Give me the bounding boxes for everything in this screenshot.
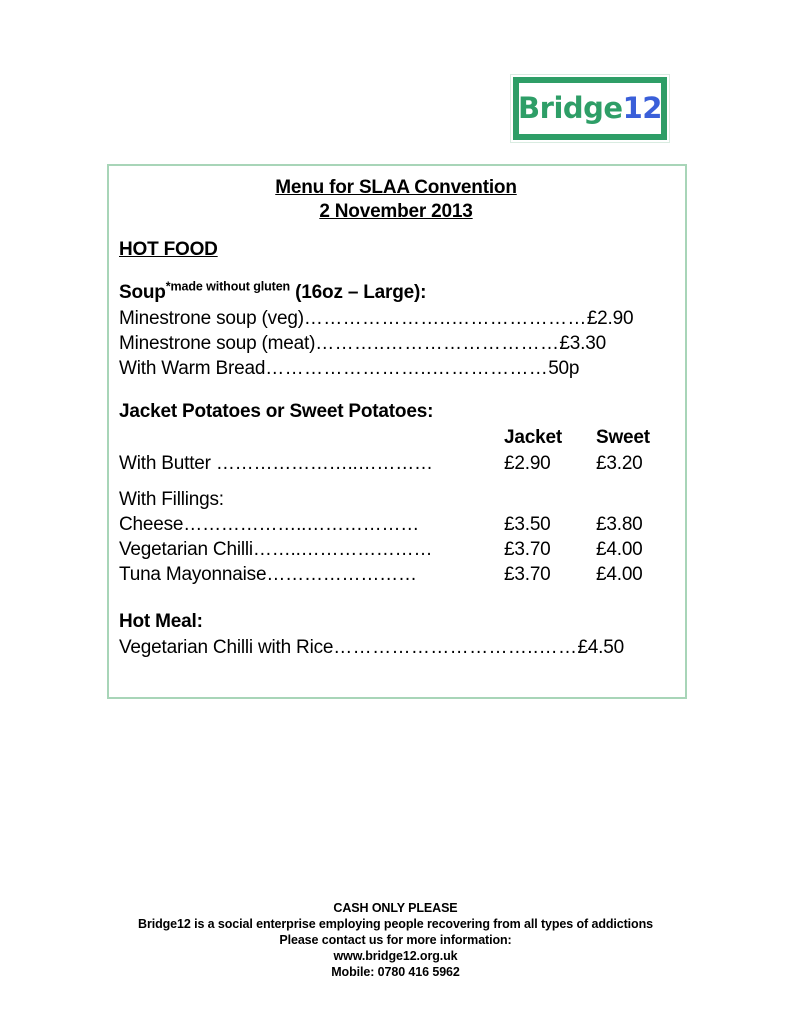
- menu-item-name-cell: [119, 512, 504, 537]
- footer-contact-prompt: Please contact us for more information:: [279, 933, 512, 947]
- dot-leader: ………………..………………: [183, 514, 420, 535]
- logo-border-frame: [513, 77, 667, 140]
- logo-12-text: 12: [622, 91, 662, 125]
- spacer: [119, 476, 673, 487]
- menu-item-name: Vegetarian Chilli: [119, 539, 253, 560]
- menu-item-name: With Warm Bread: [119, 358, 266, 379]
- col-header-sweet: Sweet: [596, 427, 650, 448]
- menu-title-line1: Menu for SLAA Convention: [275, 177, 517, 198]
- menu-item-name: Vegetarian Chilli with Rice: [119, 637, 334, 658]
- table-row: [119, 512, 673, 537]
- table-header-row: [119, 425, 673, 451]
- menu-item-price-jacket: £2.90: [504, 453, 551, 474]
- fillings-label: With Fillings:: [119, 489, 224, 510]
- dot-leader: ………..………………………: [315, 333, 560, 354]
- spacer: [119, 587, 673, 609]
- page-subtitle: [119, 200, 673, 224]
- page-footer: [0, 900, 791, 980]
- menu-item-price: £3.30: [559, 333, 606, 354]
- footer-cash-only: CASH ONLY PLEASE: [333, 901, 458, 915]
- menu-item-price-jacket: £3.50: [504, 514, 551, 535]
- menu-item-price-sweet: £3.80: [596, 514, 643, 535]
- page-title: [119, 176, 673, 200]
- hot-meal-heading: [119, 609, 673, 635]
- potatoes-heading-label: Jacket Potatoes or Sweet Potatoes:: [119, 401, 434, 422]
- menu-item-row: [119, 635, 673, 660]
- menu-item-name: With Butter: [119, 453, 216, 474]
- menu-item-name: Cheese: [119, 514, 184, 535]
- menu-item-row: [119, 331, 673, 356]
- potatoes-heading: [119, 399, 673, 425]
- menu-item-row: [119, 306, 673, 331]
- soup-heading-main: Soup: [119, 282, 166, 303]
- dot-leader: ……………………..………………: [265, 358, 549, 379]
- menu-content-box: [107, 164, 687, 699]
- menu-item-price-jacket: £3.70: [504, 564, 551, 585]
- menu-inner: [109, 166, 685, 660]
- footer-website[interactable]: www.bridge12.org.uk: [333, 949, 458, 963]
- menu-item-price: £4.50: [577, 637, 624, 658]
- menu-item-name: Tuna Mayonnaise: [119, 564, 267, 585]
- menu-item-row: [119, 356, 673, 381]
- col-header-item: [119, 425, 504, 451]
- soup-heading: [119, 280, 673, 306]
- fillings-price-table: [119, 512, 673, 587]
- logo-bridge-text: Bridge: [518, 91, 623, 125]
- menu-item-name: Minestrone soup (veg): [119, 308, 304, 329]
- hot-meal-heading-label: Hot Meal:: [119, 611, 203, 632]
- menu-item-name-cell: [119, 562, 504, 587]
- table-row: [119, 451, 673, 476]
- dot-leader: …………………………..……: [333, 637, 578, 658]
- table-row: [119, 537, 673, 562]
- dot-leader: …………………..…………: [215, 453, 433, 474]
- menu-item-price: £2.90: [586, 308, 634, 329]
- table-row: [119, 562, 673, 587]
- menu-item-price-sweet: £4.00: [596, 539, 643, 560]
- menu-title-line2: 2 November 2013: [319, 201, 473, 222]
- menu-item-name-cell: [119, 451, 504, 476]
- section-heading-hot-food: [119, 238, 673, 262]
- col-header-jacket: Jacket: [504, 427, 562, 448]
- menu-item-name-cell: [119, 537, 504, 562]
- section-heading-hot-food-label: HOT FOOD: [119, 239, 218, 260]
- menu-item-name: Minestrone soup (meat): [119, 333, 316, 354]
- logo-wordmark: [518, 91, 662, 125]
- menu-item-price: 50p: [548, 358, 580, 379]
- footer-mobile: Mobile: 0780 416 5962: [331, 965, 460, 979]
- menu-item-price-jacket: £3.70: [504, 539, 551, 560]
- spacer: [119, 381, 673, 399]
- bridge12-logo: [510, 74, 670, 143]
- spacer: [119, 262, 673, 280]
- menu-item-price-sweet: £3.20: [596, 453, 643, 474]
- soup-heading-size: (16oz – Large):: [290, 282, 427, 303]
- footer-about: Bridge12 is a social enterprise employing people recovering from all types of addictions: [138, 917, 653, 931]
- dot-leader: ……..…………………: [252, 539, 433, 560]
- soup-gluten-note: *made without gluten: [165, 279, 291, 294]
- dot-leader: …………………..…………………: [303, 308, 587, 329]
- dot-leader: ……………………: [266, 564, 417, 585]
- menu-item-price-sweet: £4.00: [596, 564, 643, 585]
- potatoes-price-table: [119, 425, 673, 476]
